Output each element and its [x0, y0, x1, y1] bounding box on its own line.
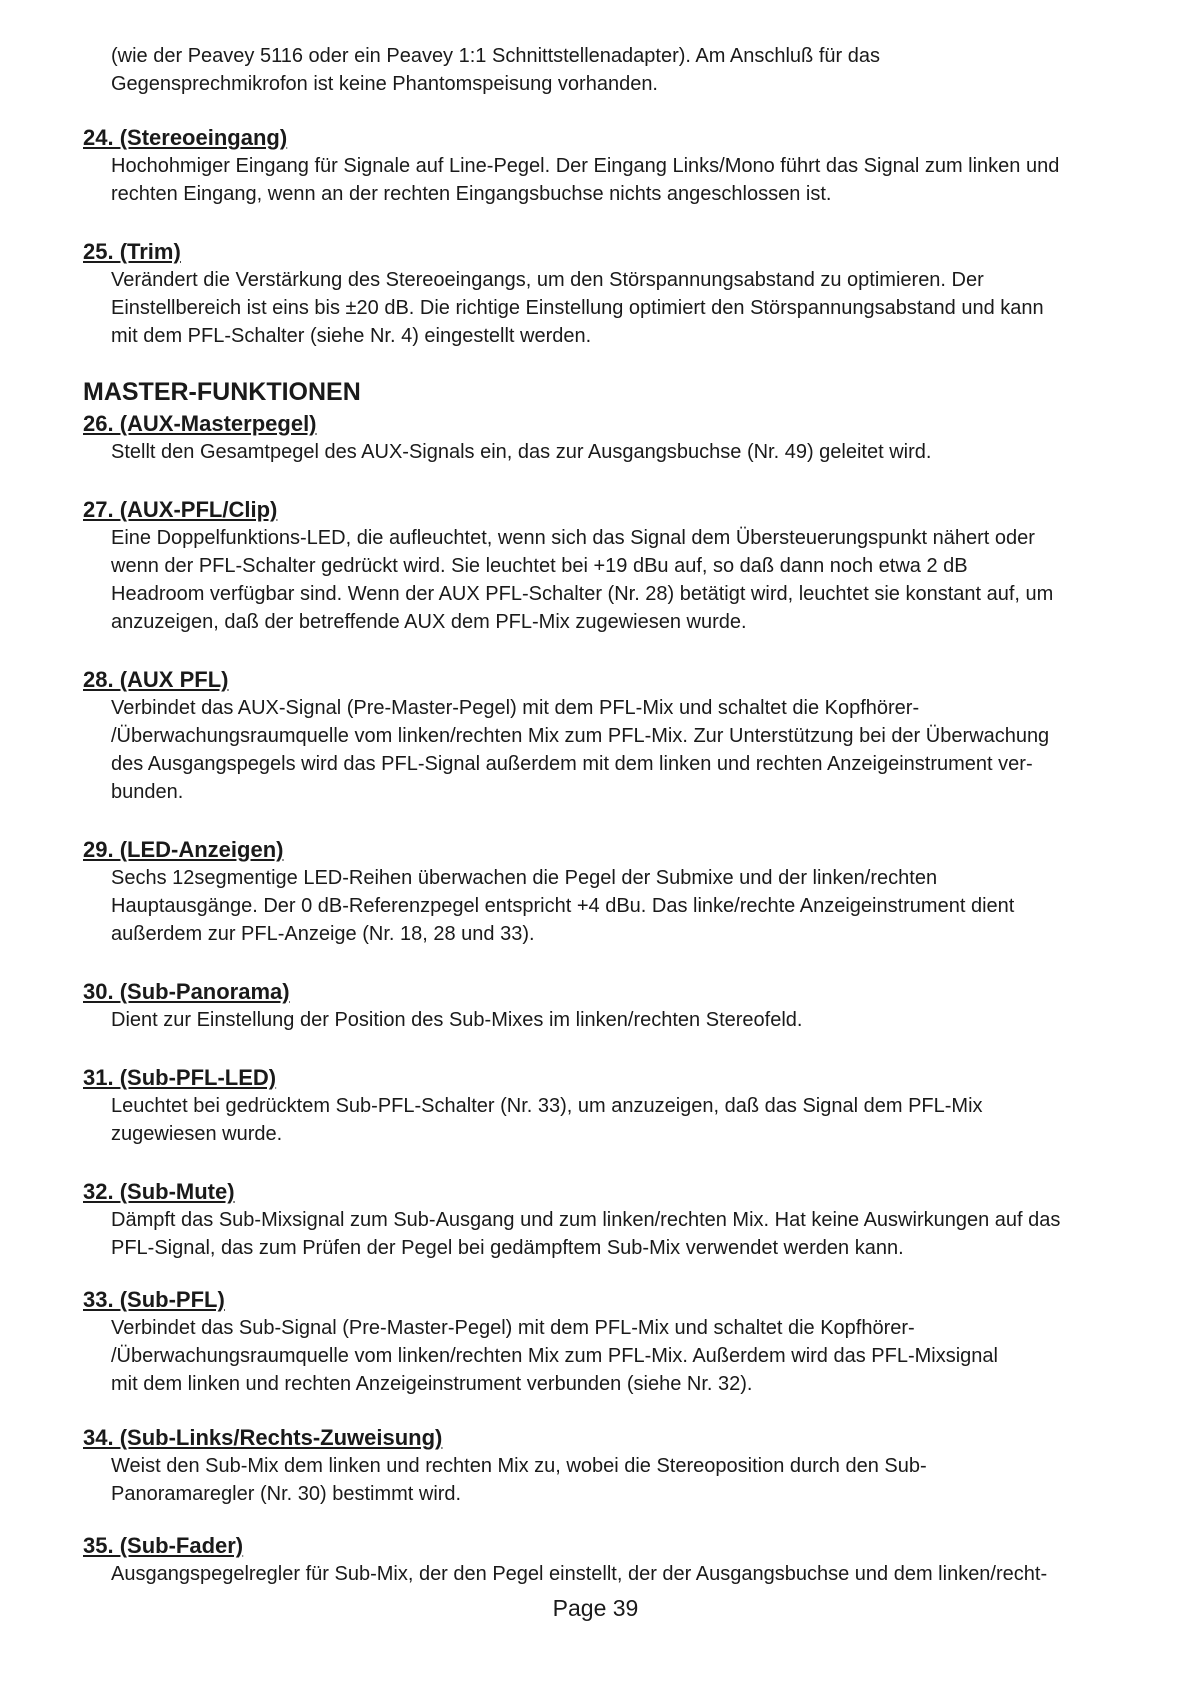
section-heading: 32. (Sub-Mute)	[83, 1179, 235, 1204]
section-text: Dämpft das Sub-Mixsignal zum Sub-Ausgang und zum linken/rechten Mix. Hat keine Auswirkungen auf das PFL-Signal, das zum Prüfen der Pegel bei gedämpftem Sub-Mix verwendet werden kann.	[111, 1209, 1061, 1259]
section-34	[83, 1424, 1173, 1508]
section-heading: 25. (Trim)	[83, 239, 181, 264]
section-heading: 26. (AUX-Masterpegel)	[83, 411, 317, 436]
section-heading: 27. (AUX-PFL/Clip)	[83, 497, 278, 522]
section-text: Weist den Sub-Mix dem linken und rechten Mix zu, wobei die Stereoposition durch den Sub- Panoramaregler (Nr. 30) bestimmt wird.	[111, 1455, 927, 1505]
section-31	[83, 1064, 1173, 1148]
master-functions-title: MASTER-FUNKTIONEN	[83, 378, 361, 406]
section-29	[83, 836, 1173, 948]
section-26	[83, 410, 1173, 466]
section-text: Dient zur Einstellung der Position des Sub-Mixes im linken/rechten Stereofeld.	[111, 1009, 803, 1031]
section-28	[83, 666, 1173, 806]
section-27	[83, 496, 1173, 636]
section-heading: 24. (Stereoeingang)	[83, 125, 288, 150]
section-text: Verbindet das Sub-Signal (Pre-Master-Pegel) mit dem PFL-Mix und schaltet die Kopfhörer- /Überwachungsraumquelle vom linken/rechten Mix zum PFL-Mix. Außerdem wird das PFL-Mixsignal mit dem linken und rechten Anzeigeinstrument verbunden (siehe Nr. 32).	[111, 1317, 998, 1395]
section-text: Hochohmiger Eingang für Signale auf Line-Pegel. Der Eingang Links/Mono führt das Signal zum linken und rechten Eingang, wenn an der rechten Eingangsbuchse nichts angeschlossen ist.	[111, 155, 1060, 205]
page-number: Page 39	[552, 1595, 639, 1621]
section-text: Verbindet das AUX-Signal (Pre-Master-Pegel) mit dem PFL-Mix und schaltet die Kopfhörer- /Überwachungsraumquelle vom linken/rechten Mix zum PFL-Mix. Zur Unterstützung bei der Überwachung des Ausgangspegels wird das PFL-Signal außerdem mit dem linken und rechten Anzeigeinstrument ver- bunden.	[111, 697, 1050, 803]
section-heading: 30. (Sub-Panorama)	[83, 979, 290, 1004]
section-text: Stellt den Gesamtpegel des AUX-Signals ein, das zur Ausgangsbuchse (Nr. 49) geleitet wird.	[111, 441, 932, 463]
section-35	[83, 1532, 1173, 1588]
section-text: Sechs 12segmentige LED-Reihen überwachen die Pegel der Submixe und der linken/rechten Hauptausgänge. Der 0 dB-Referenzpegel entspricht +4 dBu. Das linke/rechte Anzeigeinstrument dient außerdem zur PFL-Anzeige (Nr. 18, 28 und 33).	[111, 867, 1015, 945]
section-heading: 31. (Sub-PFL-LED)	[83, 1065, 277, 1090]
section-text: Leuchtet bei gedrücktem Sub-PFL-Schalter (Nr. 33), um anzuzeigen, daß das Signal dem PFL-Mix zugewiesen wurde.	[111, 1095, 983, 1145]
section-heading: 33. (Sub-PFL)	[83, 1287, 225, 1312]
section-30	[83, 978, 1173, 1034]
section-33	[83, 1286, 1173, 1398]
section-text: Ausgangspegelregler für Sub-Mix, der den Pegel einstellt, der der Ausgangsbuchse und dem linken/recht-	[111, 1563, 1048, 1585]
section-heading: 29. (LED-Anzeigen)	[83, 837, 284, 862]
section-text: Eine Doppelfunktions-LED, die aufleuchtet, wenn sich das Signal dem Übersteuerungspunkt nähert oder wenn der PFL-Schalter gedrückt wird. Sie leuchtet bei +19 dBu auf, so daß dann noch etwa 2 dB Headroom verfügbar sind. Wenn der AUX PFL-Schalter (Nr. 28) betätigt wird, leuchtet sie konstant auf, um anzuzeigen, daß der betreffende AUX dem PFL-Mix zugewiesen wurde.	[111, 527, 1054, 633]
section-heading: 35. (Sub-Fader)	[83, 1533, 244, 1558]
section-heading: 28. (AUX PFL)	[83, 667, 229, 692]
section-heading: 34. (Sub-Links/Rechts-Zuweisung)	[83, 1425, 443, 1450]
section-24	[83, 124, 1173, 208]
section-text: Verändert die Verstärkung des Stereoeingangs, um den Störspannungsabstand zu optimieren. Der Einstellbereich ist eins bis ±20 dB. Die richtige Einstellung optimiert den Störspannungsabstand und kann mit dem PFL-Schalter (siehe Nr. 4) eingestellt werden.	[111, 269, 1044, 347]
section-25	[83, 238, 1173, 350]
section-32	[83, 1178, 1173, 1262]
intro-paragraph: (wie der Peavey 5116 oder ein Peavey 1:1 Schnittstellenadapter). Am Anschluß für das Gegensprechmikrofon ist keine Phantomspeisung vorhanden.	[111, 45, 880, 95]
